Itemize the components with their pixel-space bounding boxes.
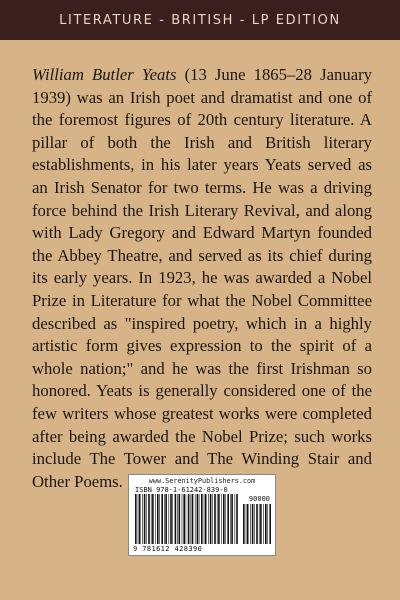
price-barcode-bars	[243, 504, 271, 544]
author-blurb	[32, 64, 372, 493]
isbn-number: ISBN 978-1-61242-839-0	[135, 486, 228, 494]
header-band	[0, 0, 400, 40]
barcode-bars	[135, 494, 239, 544]
author-name: William Butler Yeats	[32, 65, 177, 84]
blurb-text: (13 June 1865–28 January 1939) was an Irish poet and dramatist and one of the foremost figures of 20th century literature. A pillar of both the Irish and British literary establishments, in his later years Yeats served as an Irish Senator for two terms. He was a driving force behind the Irish Literary Revival, and along with Lady Gregory and Edward Martyn founded the Abbey Theatre, and served as its chief during its early years. In 1923, he was awarded a Nobel Prize in Literature for what the Nobel Committee described as "inspired poetry, which in a highly artistic form gives expression to the spirit of a whole nation;" and he was the first Irishman so honored. Yeats is generally considered one of the few writers whose greatest works were completed after being awarded the Nobel Prize; such works include The Tower and The Winding Stair and Other Poems.	[32, 65, 372, 491]
barcode-box	[128, 474, 276, 556]
barcode-digits: 9 781612 428390	[133, 545, 203, 553]
category-label: LITERATURE - BRITISH - LP EDITION	[59, 12, 341, 28]
publisher-url: www.SerenityPublishers.com	[148, 477, 256, 485]
price-code: 90000	[248, 495, 270, 503]
